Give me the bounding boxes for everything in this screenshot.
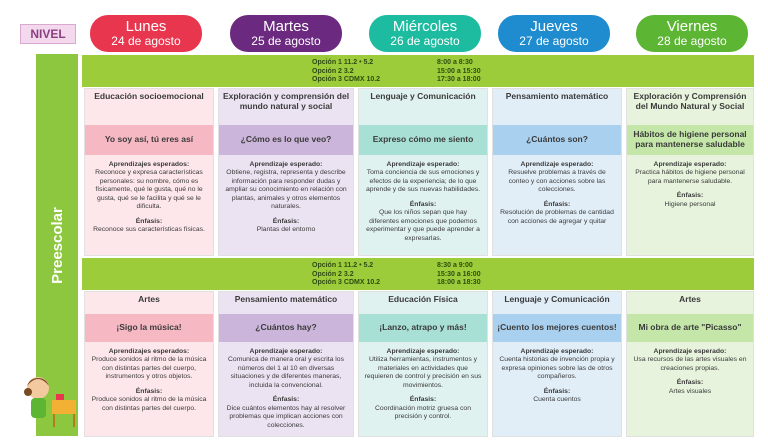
schedule-row: [312, 262, 572, 269]
activity-title: Yo soy así, tú eres así: [85, 125, 213, 155]
emphasis-text: Que los niños sepan que hay diferentes emociones que podemos experimentar y que puede aprender a expresarlas.: [366, 209, 480, 242]
subject-heading: Artes: [679, 294, 701, 304]
emphasis-label: Énfasis:: [676, 192, 704, 200]
activity-title: Hábitos de higiene personal para mantenerse saludable: [627, 125, 753, 155]
emphasis-label: Énfasis:: [543, 200, 571, 208]
schedule-row: [312, 271, 572, 278]
day-date: 26 de agosto: [390, 33, 460, 48]
schedule-option: Opción 1 11.2 • 5.2: [312, 59, 374, 66]
activity-body: [359, 161, 487, 243]
schedule-option: Opción 2 3.2: [312, 67, 354, 75]
day-date: 27 de agosto: [519, 33, 589, 48]
expected-text: Usa recursos de las artes visuales en creaciones propias.: [633, 356, 747, 372]
schedule-option: Opción 3 CDMX 10.2: [312, 279, 381, 286]
day-name: Viernes: [666, 18, 718, 35]
schedule-time: 15:00 a 15:30: [437, 67, 481, 75]
schedule-option: Opción 1 11.2 • 5.2: [312, 262, 374, 269]
day-header-1: [90, 15, 202, 52]
expected-label: Aprendizaje esperado:: [520, 161, 594, 168]
subject-heading: Lenguaje y Comunicación: [504, 294, 610, 304]
day-header-4: [498, 15, 610, 52]
schedule-option: Opción 2 3.2: [312, 270, 354, 278]
activity-card: [84, 88, 214, 256]
emphasis-text: Dice cuántos elementos hay al resolver problemas que implican acciones con colecciones.: [226, 404, 346, 429]
day-name: Miércoles: [392, 18, 458, 35]
emphasis-text: Produce sonidos al ritmo de la música con distintas partes del cuerpo.: [91, 396, 207, 412]
emphasis-text: Cuenta cuentos: [533, 396, 581, 404]
schedule-time: 8:00 a 8:30: [437, 59, 473, 66]
emphasis-text: Resolución de problemas de cantidad con acciones de agregar y quitar: [500, 209, 614, 225]
day-header-5: [636, 15, 748, 52]
emphasis-label: Énfasis:: [409, 200, 437, 208]
schedule-option: Opción 3 CDMX 10.2: [312, 76, 381, 83]
activity-body: [219, 348, 353, 430]
expected-label: Aprendizaje esperado:: [653, 348, 727, 355]
activity-title: ¿Cuántos son?: [493, 125, 621, 155]
activity-card: [492, 88, 622, 256]
activity-title: ¡Sigo la música!: [85, 314, 213, 342]
subject-heading: Artes: [138, 294, 160, 304]
emphasis-label: Énfasis:: [543, 387, 571, 395]
activity-card: [218, 291, 354, 437]
expected-text: Obtiene, registra, representa y describe información para responder dudas y ampliar su conocimiento en relación con plantas, animales y otros elementos naturales.: [225, 169, 347, 211]
expected-text: Utiliza herramientas, instrumentos y materiales en actividades que requieren de control y precisión en sus movimientos.: [364, 356, 482, 389]
day-header-2: [230, 15, 342, 52]
activity-title: ¡Lanzo, atrapo y más!: [359, 314, 487, 342]
day-header-3: [369, 15, 481, 52]
activity-body: [85, 161, 213, 235]
subject-heading: Exploración y Comprensión del Mundo Natural y Social: [633, 91, 747, 111]
expected-text: Toma conciencia de sus emociones y efectos de la experiencia; de lo que aprende y de sus nuevas habilidades.: [365, 169, 481, 194]
emphasis-text: Plantas del entorno: [256, 226, 316, 234]
activity-card: [626, 88, 754, 256]
activity-body: [85, 348, 213, 413]
schedule-band-1: [82, 55, 754, 87]
emphasis-label: Énfasis:: [409, 396, 437, 404]
emphasis-text: Artes visuales: [668, 387, 712, 395]
activity-body: [627, 348, 753, 396]
subject-heading: Pensamiento matemático: [234, 294, 338, 304]
emphasis-text: Coordinación motriz gruesa con precisión y control.: [375, 404, 471, 421]
activity-card: [358, 88, 488, 256]
activity-card: [492, 291, 622, 437]
expected-label: Aprendizajes esperados:: [108, 348, 190, 355]
subject-heading: Educación Física: [388, 294, 458, 304]
schedule-time: 15:30 a 16:00: [437, 270, 481, 278]
expected-text: Produce sonidos al ritmo de la música con distintas partes del cuerpo, instrumentos y otros objetos.: [91, 356, 207, 381]
level-side-label: Preescolar: [48, 206, 66, 284]
schedule-row: [312, 68, 572, 75]
day-date: 28 de agosto: [657, 33, 727, 48]
schedule-time: 18:00 a 18:30: [437, 279, 481, 286]
activity-title: ¿Cuántos hay?: [219, 314, 353, 342]
day-date: 25 de agosto: [251, 33, 321, 48]
schedule-time: 17:30 a 18:00: [437, 76, 481, 83]
activity-title: ¡Cuento los mejores cuentos!: [493, 314, 621, 342]
activity-title: Mi obra de arte "Picasso": [627, 314, 753, 342]
expected-label: Aprendizaje esperado:: [249, 348, 323, 355]
schedule-band-2: [82, 258, 754, 290]
nivel-label: NIVEL: [20, 24, 76, 44]
emphasis-text: Higiene personal: [664, 200, 716, 208]
child-drawing-illustration: [20, 370, 80, 430]
expected-label: Aprendizaje esperado:: [386, 348, 460, 355]
expected-text: Cuenta historias de invención propia y expresa opiniones sobre las de otros compañeros.: [499, 356, 615, 381]
activity-body: [219, 161, 353, 235]
day-name: Lunes: [125, 18, 167, 35]
activity-card: [218, 88, 354, 256]
day-date: 24 de agosto: [111, 33, 181, 48]
subject-heading: Educación socioemocional: [94, 91, 204, 101]
schedule-time: 8:30 a 9:00: [437, 262, 473, 269]
activity-body: [359, 348, 487, 422]
expected-label: Aprendizaje esperado:: [653, 161, 727, 168]
schedule-row: [312, 59, 572, 66]
expected-label: Aprendizaje esperado:: [520, 348, 594, 355]
expected-text: Reconoce y expresa características personales: su nombre, cómo es físicamente, qué le gusta, qué no le gusta, qué se le facilita y qué se le dificulta.: [95, 169, 203, 211]
emphasis-label: Énfasis:: [135, 387, 163, 395]
expected-label: Aprendizaje esperado:: [249, 161, 323, 168]
activity-card: [84, 291, 214, 437]
day-name: Martes: [263, 18, 309, 35]
subject-heading: Exploración y comprensión del mundo natural y social: [222, 91, 350, 111]
schedule-row: [312, 76, 572, 83]
activity-body: [493, 161, 621, 226]
expected-text: Comunica de manera oral y escrita los números del 1 al 10 en diversas situaciones y de diferentes maneras, incluida la convencional.: [228, 356, 344, 389]
expected-label: Aprendizaje esperado:: [386, 161, 460, 168]
day-name: Jueves: [530, 18, 578, 35]
emphasis-label: Énfasis:: [272, 217, 300, 225]
expected-label: Aprendizajes esperados:: [108, 161, 190, 168]
emphasis-text: Reconoce sus características físicas.: [93, 226, 205, 234]
emphasis-label: Énfasis:: [135, 217, 163, 225]
activity-body: [493, 348, 621, 405]
activity-body: [627, 161, 753, 209]
expected-text: Practica hábitos de higiene personal para mantenerse saludable.: [635, 169, 745, 185]
subject-heading: Lenguaje y Comunicación: [370, 91, 476, 101]
subject-heading: Pensamiento matemático: [505, 91, 609, 101]
expected-text: Resuelve problemas a través de conteo y con acciones sobre las colecciones.: [508, 169, 606, 194]
emphasis-label: Énfasis:: [272, 396, 300, 404]
activity-card: [626, 291, 754, 437]
activity-title: Expreso cómo me siento: [359, 125, 487, 155]
emphasis-label: Énfasis:: [676, 379, 704, 387]
schedule-row: [312, 279, 572, 286]
activity-card: [358, 291, 488, 437]
activity-title: ¿Cómo es lo que veo?: [219, 125, 353, 155]
